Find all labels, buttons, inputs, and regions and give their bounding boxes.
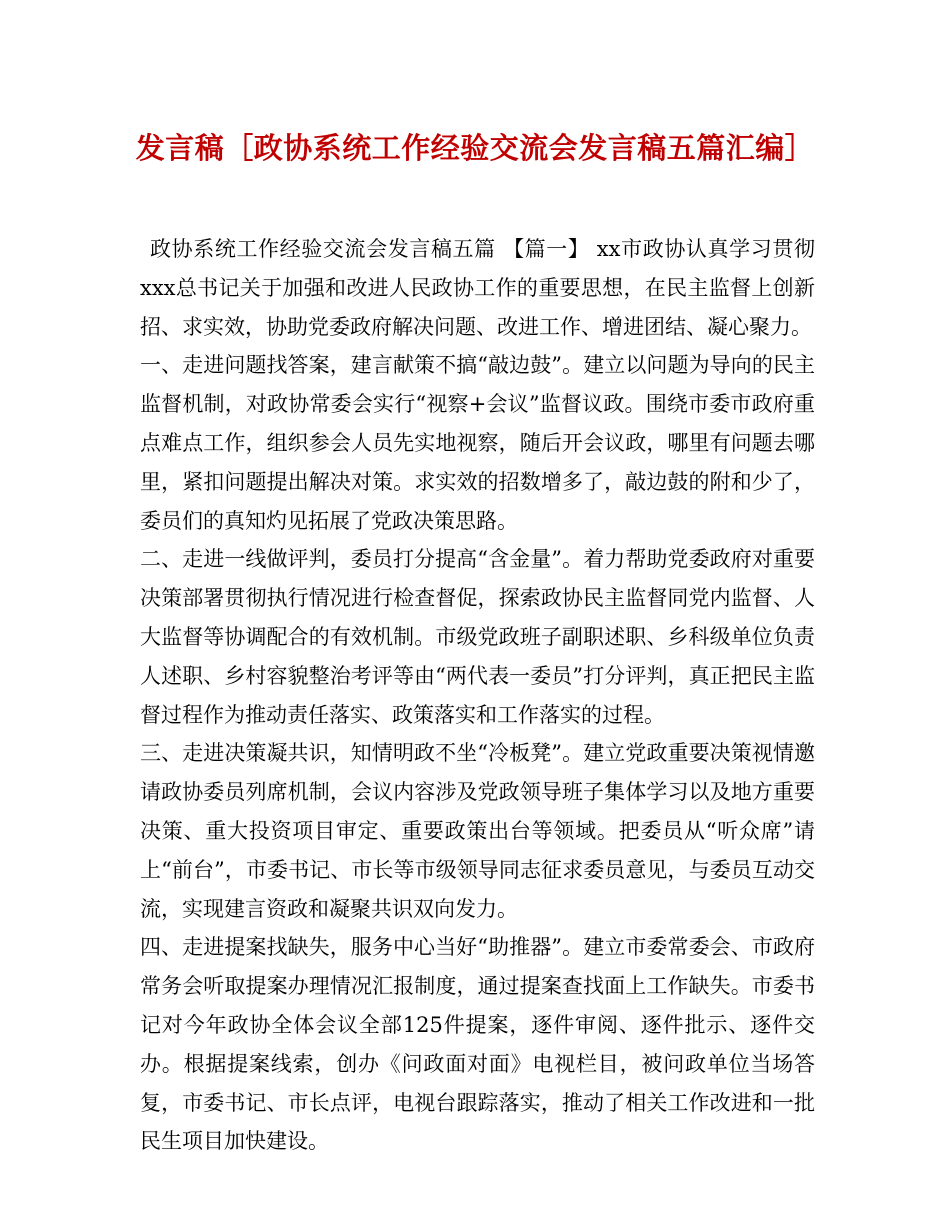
document-body xyxy=(140,230,815,1161)
paragraph-section-4: 四、走进提案找缺失，服务中心当好“助推器”。建立市委常委会、市政府常务会听取提案办理情况汇报制度，通过提案查找面上工作缺失。市委书记对今年政协全体会议全部125件提案，逐件审阅、逐件批示、逐件交办。根据提案线索，创办《问政面对面》电视栏目，被问政单位当场答复，市委书记、市长点评，电视台跟踪落实，推动了相关工作改进和一批民生项目加快建设。 xyxy=(140,935,815,1154)
paragraph-intro: 政协系统工作经验交流会发言稿五篇 【篇一】 xx市政协认真学习贯彻xxx总书记关于加强和改进人民政协工作的重要思想，在民主监督上创新招、求实效，协助党委政府解决问题、改进工作、增进团结、凝心聚力。 xyxy=(140,237,815,339)
document-title: 发言稿［政协系统工作经验交流会发言稿五篇汇编］ xyxy=(135,131,815,165)
paragraph-section-1: 一、走进问题找答案，建言献策不搞“敲边鼓”。建立以问题为导向的民主监督机制，对政协常委会实行“视察+会议”监督议政。围绕市委市政府重点难点工作，组织参会人员先实地视察，随后开会议政，哪里有问题去哪里，紧扣问题提出解决对策。求实效的招数增多了，敲边鼓的附和少了，委员们的真知灼见拓展了党政决策思路。 xyxy=(140,353,815,533)
paragraph-section-3: 三、走进决策凝共识，知情明政不坐“冷板凳”。建立党政重要决策视情邀请政协委员列席机制，会议内容涉及党政领导班子集体学习以及地方重要决策、重大投资项目审定、重要政策出台等领域。把委员从“听众席”请上“前台”，市委书记、市长等市级领导同志征求委员意见，与委员互动交流，实现建言资政和凝聚共识双向发力。 xyxy=(140,741,815,921)
paragraph-section-2: 二、走进一线做评判，委员打分提高“含金量”。着力帮助党委政府对重要决策部署贯彻执行情况进行检查督促，探索政协民主监督同党内监督、人大监督等协调配合的有效机制。市级党政班子副职述职、乡科级单位负责人述职、乡村容貌整治考评等由“两代表一委员”打分评判，真正把民主监督过程作为推动责任落实、政策落实和工作落实的过程。 xyxy=(140,547,815,727)
